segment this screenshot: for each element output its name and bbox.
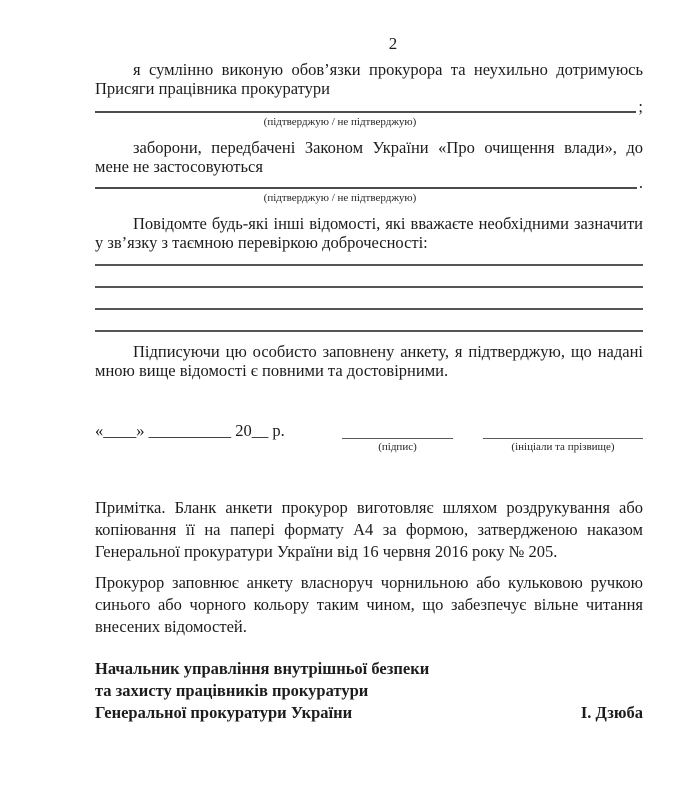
fill-line-punctuation: .	[638, 173, 643, 192]
blank-ruled-line	[95, 288, 643, 310]
fill-field-oath	[95, 95, 643, 116]
fill-field-lustration	[95, 171, 643, 192]
paragraph-confirmation: Підписуючи цю особисто заповнену анкету, я підтверджую, що надані мною вище відомості є повними та достовірними.	[95, 342, 643, 380]
fill-line-punctuation: ;	[638, 97, 643, 116]
blank-ruled-line	[95, 266, 643, 288]
fill-line	[95, 93, 636, 113]
date-blank: «____» __________ 20__ р.	[95, 421, 285, 440]
paragraph-oath: я сумлінно виконую обов’язки прокурора та неухильно дотримуюсь Присяги працівника прокуратури	[95, 60, 643, 98]
confirm-caption: (підтверджую / не підтверджую)	[263, 192, 417, 204]
paragraph-lustration: заборони, передбачені Законом України «Про очищення влади», до мене не застосовуються	[95, 138, 643, 176]
name-line	[483, 421, 643, 439]
blank-ruled-line	[95, 244, 643, 266]
signatory-title-line: та захисту працівників прокуратури	[95, 681, 369, 700]
blank-ruled-lines	[95, 244, 643, 332]
signatory-title-line: Начальник управління внутрішньої безпеки	[95, 659, 430, 678]
blank-ruled-line	[95, 310, 643, 332]
page-number: 2	[388, 34, 398, 53]
confirm-caption: (підтверджую / не підтверджую)	[263, 116, 417, 128]
signature-caption: (підпис)	[378, 441, 417, 453]
document-content	[95, 0, 643, 806]
signatory-title-line: Генеральної прокуратури України	[95, 703, 353, 722]
paragraph-other-info: Повідомте будь-які інші відомості, які вважаєте необхідними зазначити у зв’язку з таємною перевіркою доброчесності:	[95, 214, 643, 252]
name-caption: (ініціали та прізвище)	[511, 441, 615, 453]
signatory-name: І. Дзюба	[580, 703, 643, 722]
signature-line	[342, 421, 453, 439]
fill-line	[95, 169, 637, 189]
note-paragraph-2: Прокурор заповнює анкету власноруч чорнильною або кульковою ручкою синього або чорного кольору таким чином, що забезпечує вільне читання внесених відомостей.	[95, 573, 643, 636]
note-paragraph-1: Примітка. Бланк анкети прокурор виготовляє шляхом роздрукування або копіювання її на папері формату А4 за формою, затвердженою наказом Генеральної прокуратури України від 16 червня 2016 року № 205.	[95, 498, 643, 561]
